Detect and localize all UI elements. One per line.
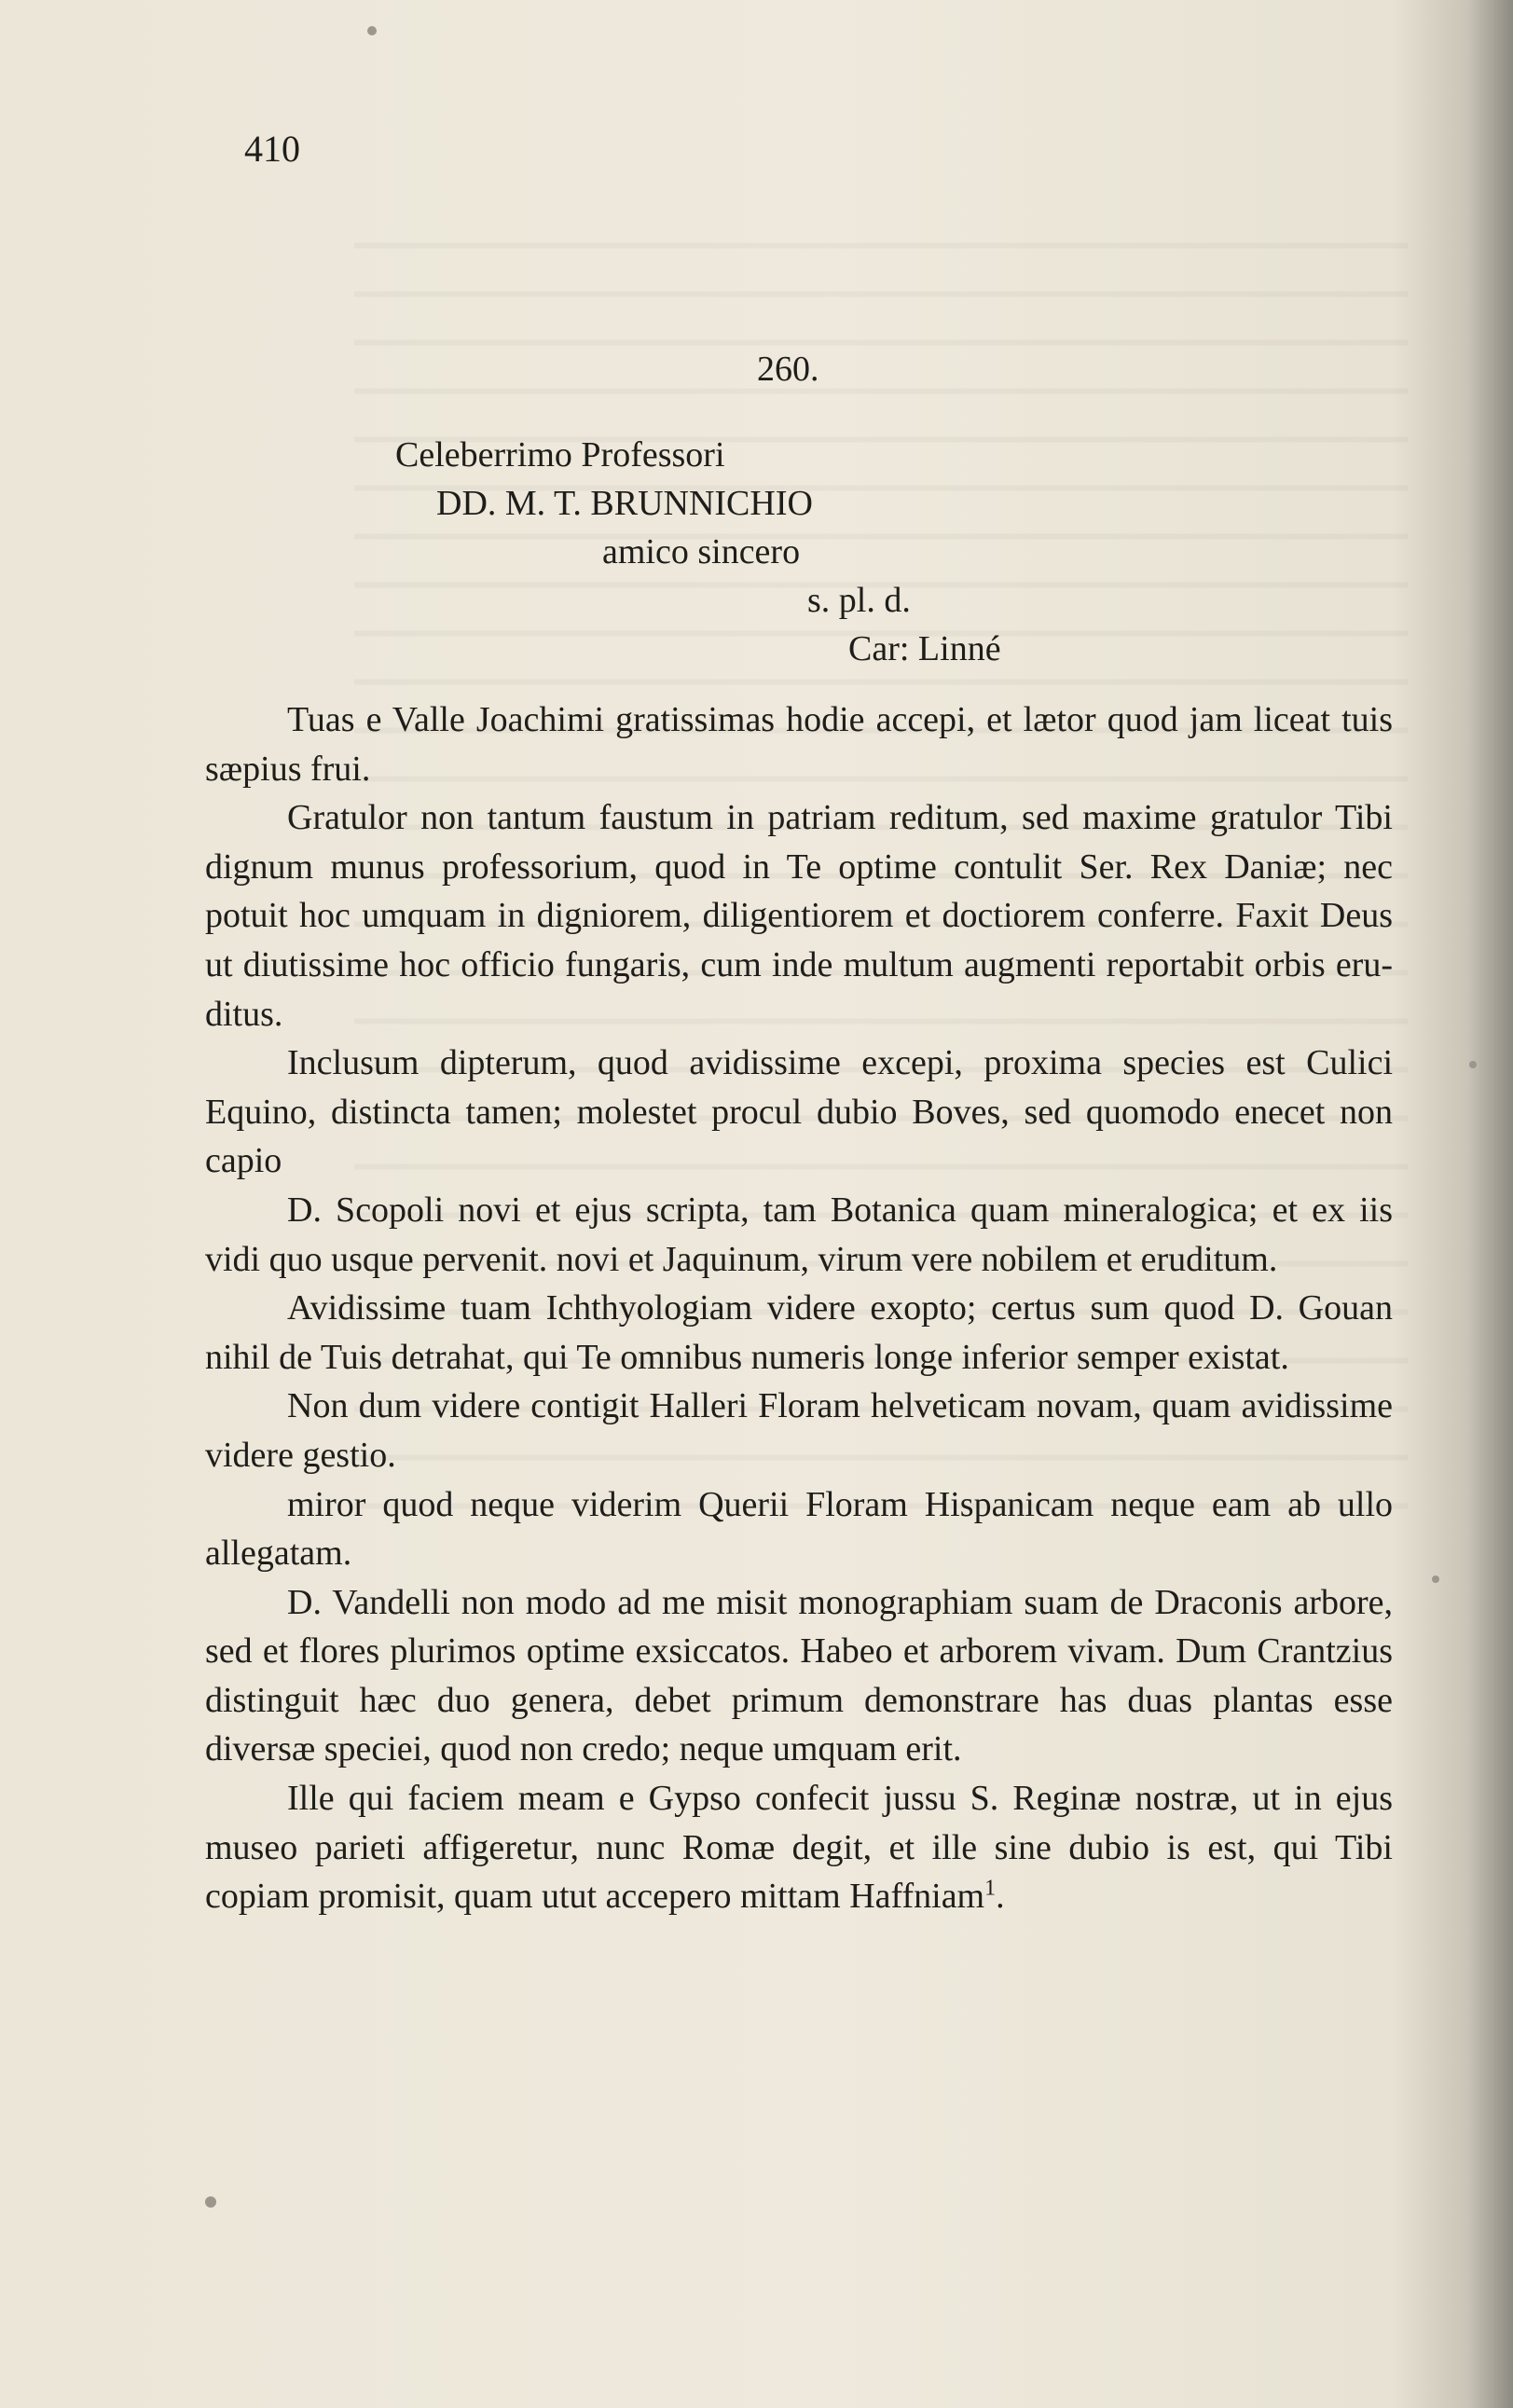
salutation-recipient-name: DD. M. T. BRUNNICHIO	[436, 484, 813, 523]
page-number: 410	[244, 128, 300, 170]
salutation-sender: Car: Linné	[848, 629, 1001, 668]
letter-number: 260.	[757, 350, 819, 389]
paragraph-4: D. Scopoli novi et ejus scripta, tam Botanica quam mineralogica; et ex iis vidi quo usque pervenit. novi et Jaquinum, virum vere nobilem et eruditum.	[205, 1190, 1393, 1279]
speck	[205, 2196, 216, 2208]
letter-body	[205, 695, 1393, 1921]
paragraph-7: miror quod neque viderim Querii Floram Hispanicam neque eam ab ullo allegatam.	[205, 1484, 1393, 1574]
salutation-recipient-title: Celeberrimo Professori	[395, 435, 725, 475]
paragraph-9-end: .	[996, 1877, 1005, 1917]
salutation-amico: amico sincero	[602, 532, 801, 571]
paragraph-8: D. Vandelli non modo ad me misit monographiam suam de Draconis arbore, sed et flores plurimos optime exsiccatos. Habeo et arborem vivam. Dum Crantzius distinguit hæc duo genera, debet primum demonstrare has duas plantas esse diversæ speciei, quod non credo; neque umquam erit.	[205, 1582, 1393, 1769]
paragraph-3: Inclusum dipterum, quod avidissime excepi, proxima species est Culici Equino, distincta tamen; molestet procul dubio Boves, sed quomodo enecet non capio	[205, 1043, 1393, 1181]
speck	[1432, 1576, 1439, 1583]
speck	[1469, 1061, 1477, 1068]
speck	[367, 26, 377, 35]
paragraph-6: Non dum videre contigit Halleri Floram helveticam novam, quam avidissime videre gestio.	[205, 1386, 1393, 1475]
paragraph-2: Gratulor non tantum faustum in patriam reditum, sed maxime gratulor Tibi dignum munus professorium, quod in Te optime contulit Ser. Rex Daniæ; nec potuit hoc umquam in digniorem, diligentiorem et doctiorem conferre. Faxit Deus ut diutissime hoc officio fungaris, cum inde multum augmenti reportabit orbis eruditus.	[205, 798, 1393, 1034]
paragraph-5: Avidissime tuam Ichthyologiam videre exopto; certus sum quod D. Gouan nihil de Tuis detrahat, qui Te omnibus numeris longe inferior semper existat.	[205, 1288, 1393, 1377]
paragraph-1: Tuas e Valle Joachimi gratissimas hodie accepi, et lætor quod jam liceat tuis sæpius frui.	[205, 700, 1393, 789]
paragraph-9-text: Ille qui faciem meam e Gypso confecit jussu S. Reginæ nostræ, ut in ejus museo parieti affigeretur, nunc Romæ degit, et ille sine dubio is est, qui Tibi copiam promisit, quam utut accepero mittam Haffniam	[205, 1779, 1393, 1917]
paragraph-9	[205, 1774, 1393, 1921]
footnote-marker: 1	[984, 1876, 997, 1901]
salutation-greeting: s. pl. d.	[807, 581, 911, 620]
